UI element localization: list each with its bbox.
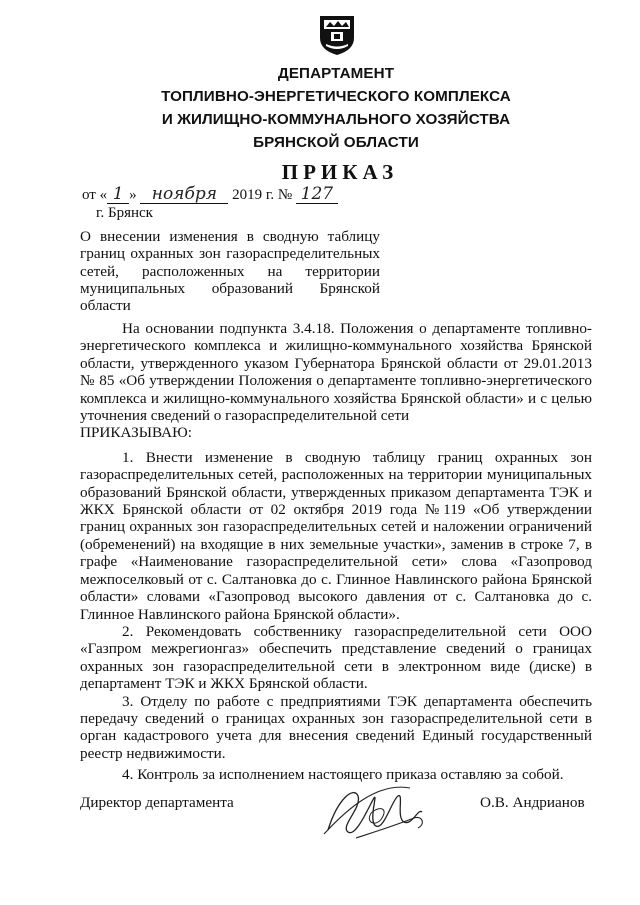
number-prefix: № — [277, 187, 293, 203]
department-name — [120, 62, 552, 154]
department-line: ТОПЛИВНО-ЭНЕРГЕТИЧЕСКОГО КОМПЛЕКСА — [161, 88, 511, 105]
city: г. Брянск — [96, 205, 153, 221]
department-line: БРЯНСКОЙ ОБЛАСТИ — [253, 134, 419, 151]
date-day: 1 — [107, 186, 129, 204]
order-word: ПРИКАЗЫВАЮ: — [80, 424, 192, 442]
order-item-1: 1. Внести изменение в сводную таблицу границ охранных зон газораспределительных сетей, расположенных на территории муниципальных образований Брянской области, утвержденных приказом департамента ТЭК и ЖКХ Брянской области от 02 октября 2019 года №119 «Об утверждении границ охранных зон газораспределительных сетей и наложении ограничений (обременений) на входящие в них земельные участки», заменив в строке 7, в графе «Наименование газораспределительной сети» слова «Газопровод межпоселковый от с. Салтановка до с. Глинное Навлинского района Брянской области» словами «Газопровод высокого давления от с. Салтановка до с. Глинное Навлинского района Брянской области». — [80, 448, 592, 623]
order-item-4: 4. Контроль за исполнением настоящего приказа оставляю за собой. — [122, 766, 564, 784]
document-subject: О внесении изменения в сводную таблицу границ охранных зон газораспределительных сетей, расположенных на территории муниципальных образований Брянской области — [80, 228, 380, 315]
date-number-line — [82, 186, 338, 204]
document-number: 127 — [296, 186, 338, 204]
preamble-paragraph: На основании подпункта 3.4.18. Положения о департаменте топливно-энергетического комплекса и жилищно-коммунального хозяйства Брянской области, утвержденного указом Губернатора Брянской области от 29.01.2013 № 85 «Об утверждении Положения о департаменте топливно-энергетического комплекса и жилищно-коммунального хозяйства Брянской области» и с целью уточнения сведений о газораспределительной сети — [80, 320, 592, 425]
signatory-title: Директор департамента — [80, 794, 234, 811]
coat-of-arms-icon — [318, 14, 356, 56]
document-body — [80, 320, 592, 784]
department-line: ДЕПАРТАМЕНТ — [277, 65, 395, 82]
date-quote: » — [129, 187, 137, 203]
date-prefix: от « — [82, 187, 108, 203]
date-month: ноября — [140, 186, 228, 204]
signatory-name: О.В. Андрианов — [480, 794, 585, 811]
date-year: 2019 г. — [232, 187, 275, 203]
order-item-2: 2. Рекомендовать собственнику газораспределительной сети ООО «Газпром межрегионгаз» обеспечить представление сведений о границах охранных зон газораспределительной сети в электронном виде (диске) в департамент ТЭК и ЖКХ Брянской области. — [80, 622, 592, 693]
order-item-3: 3. Отделу по работе с предприятиями ТЭК департамента обеспечить передачу сведений о границах охранных зон газораспределительной сети в орган кадастрового учета для внесения сведений Единый государственный реестр недвижимости. — [80, 692, 592, 762]
handwritten-signature — [318, 778, 436, 852]
document-type: ПРИКАЗ — [281, 160, 399, 184]
department-line: И ЖИЛИЩНО-КОММУНАЛЬНОГО ХОЗЯЙСТВА — [161, 111, 511, 128]
